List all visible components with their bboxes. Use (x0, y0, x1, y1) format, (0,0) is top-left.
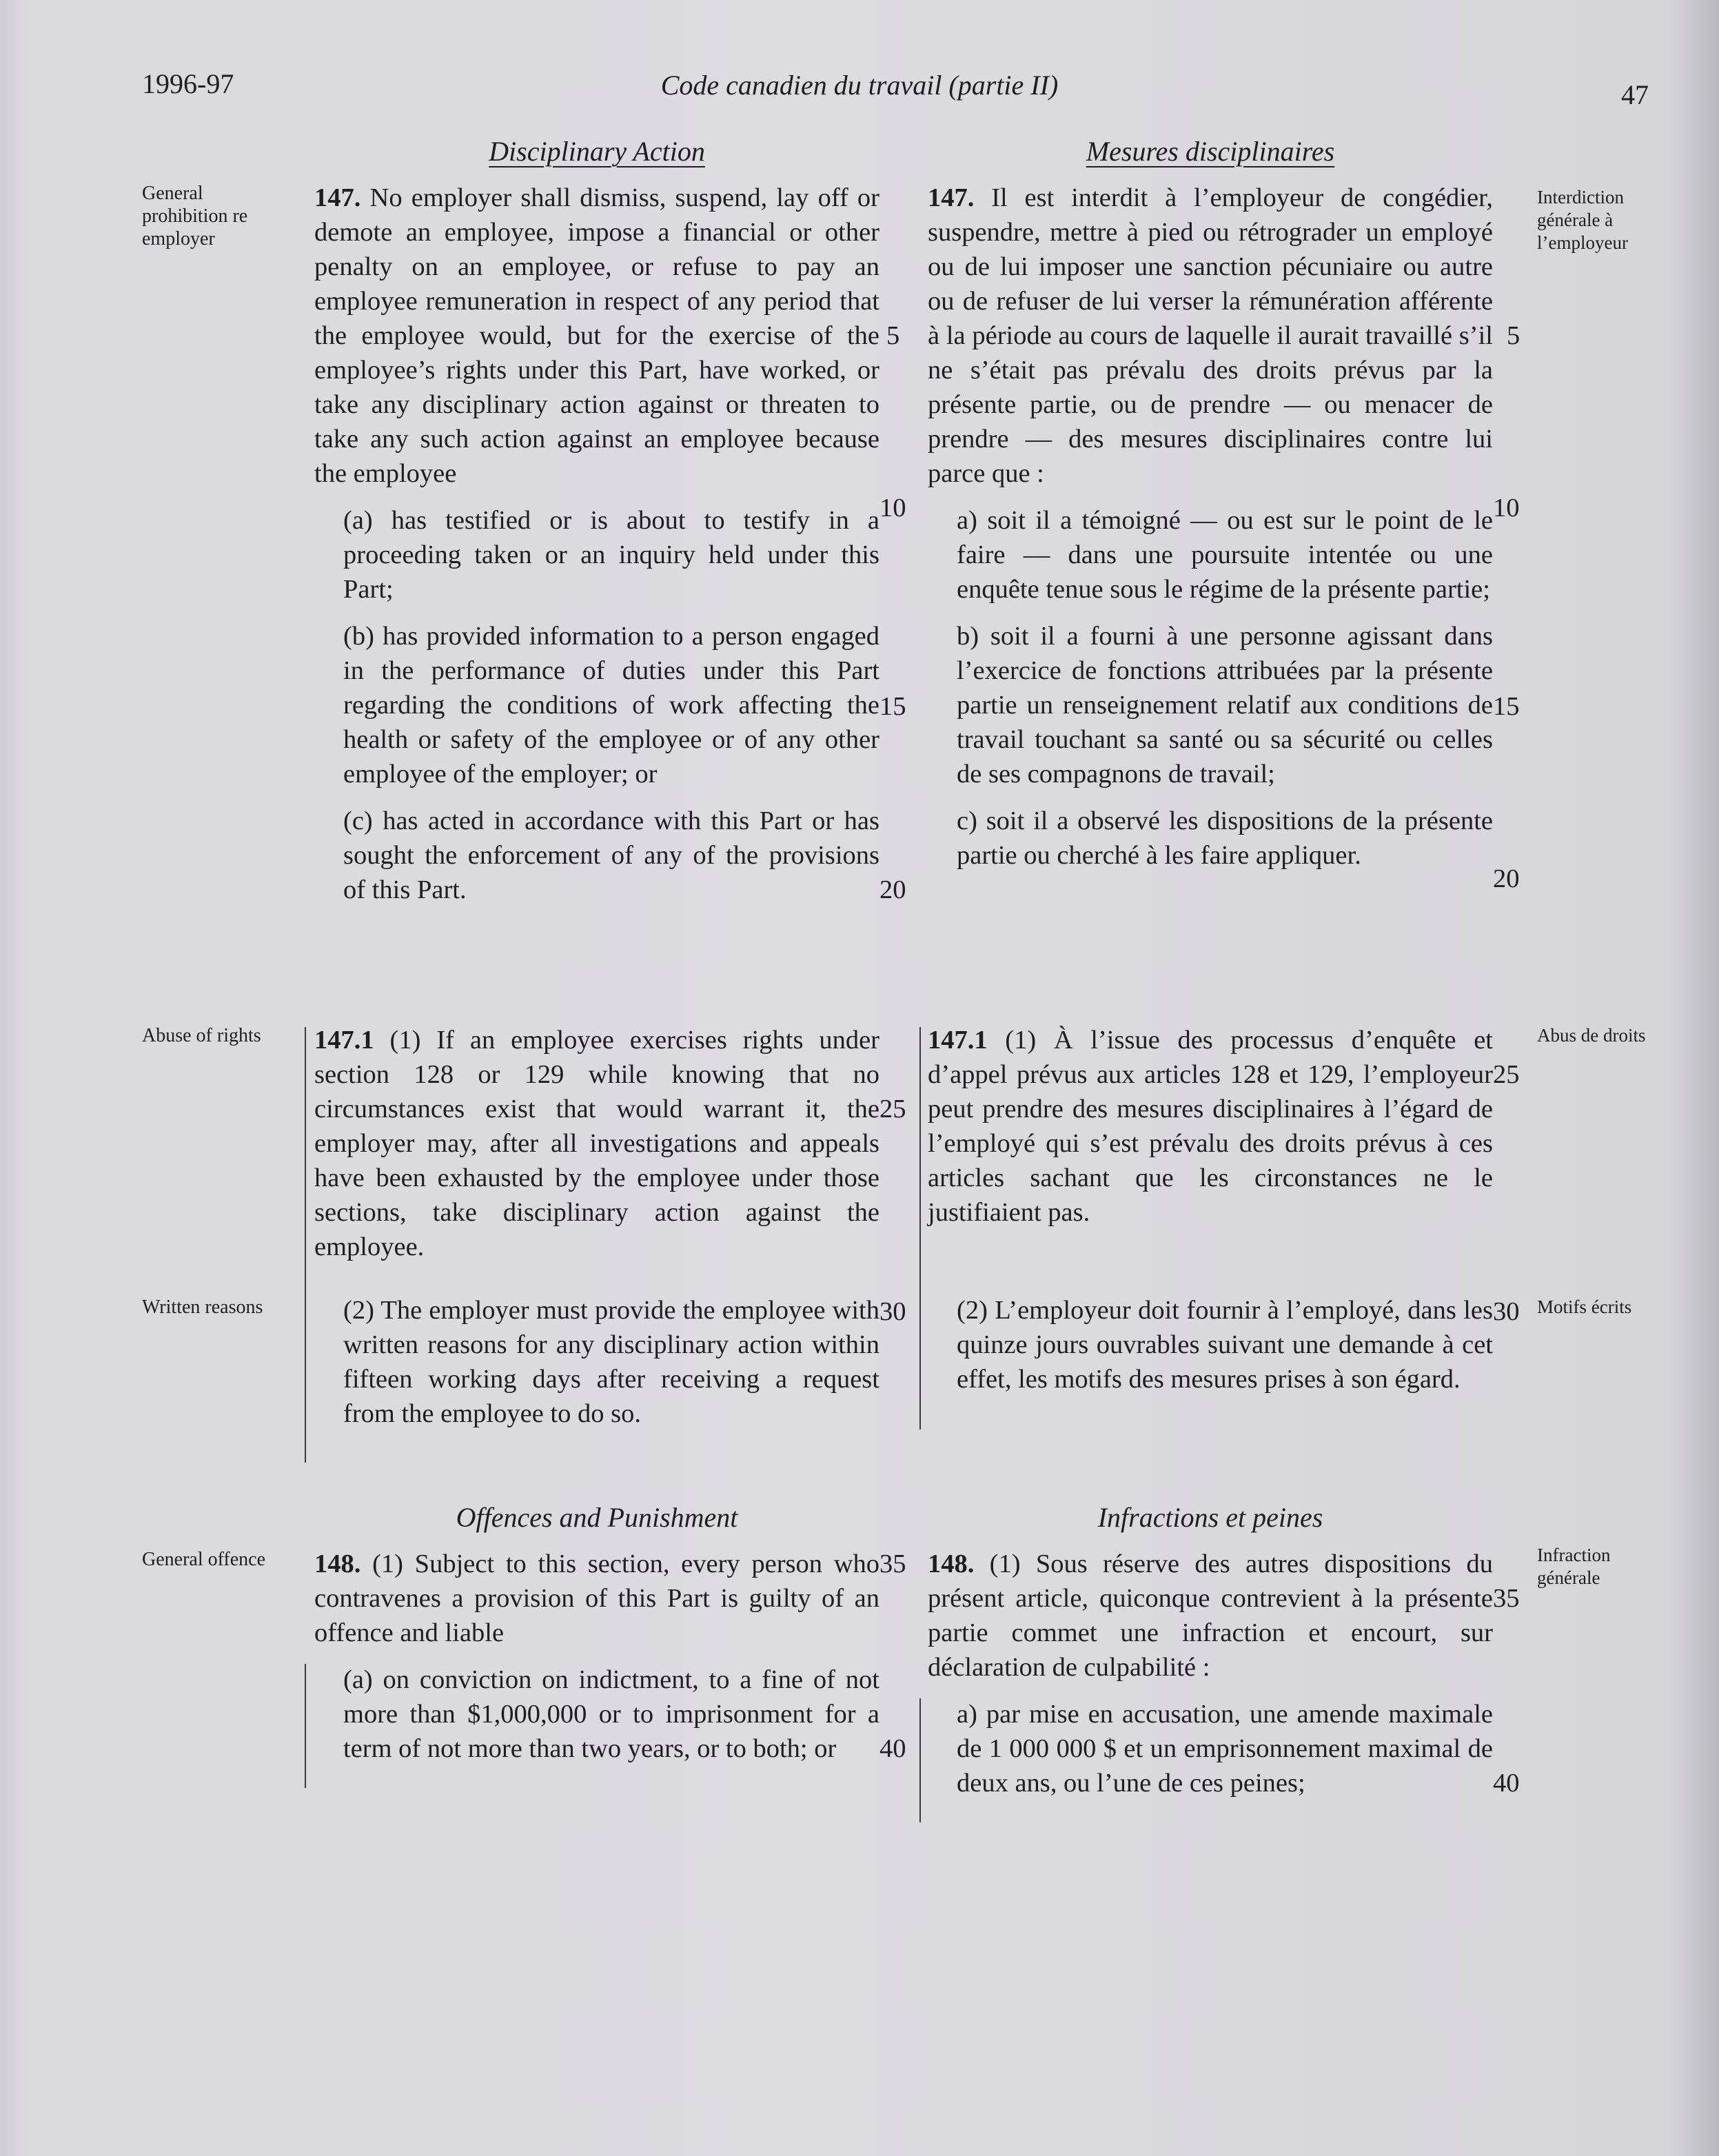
fr-147-c: c) soit il a observé les dispositions de la présente partie ou cherché à les faire appliquer. (957, 806, 1493, 870)
line-number: 15 (1493, 692, 1520, 721)
line-number: 25 (879, 1095, 906, 1123)
change-bar-en-147-1 (305, 1027, 306, 1463)
en-148-1: 148. (1) Subject to this section, every person who contravenes a provision of this Part is guilty of an offence and liable (314, 1549, 879, 1647)
fr-147-b: b) soit il a fourni à une personne agissant dans l’exercice de fonctions attribuées par la présente partie un renseignement relatif aux conditions de travail touchant sa santé ou sa sécurité ou celles de ses compagnons de travail; (957, 622, 1493, 789)
line-number: 5 (886, 321, 900, 350)
line-number: 35 (879, 1549, 906, 1578)
line-number: 10 (1493, 494, 1520, 522)
fr-147-a: a) soit il a témoigné — ou est sur le point de le faire — dans une poursuite intentée ou une enquête tenue sous le régime de la présente partie; (957, 506, 1493, 604)
margin-note-abus-de-droits: Abus de droits (1537, 1025, 1646, 1046)
line-number: 40 (1493, 1769, 1520, 1798)
margin-note-motifs-ecrits: Motifs écrits (1537, 1296, 1632, 1317)
margin-note-general-offence: General offence (142, 1549, 266, 1570)
margin-note-written-reasons: Written reasons (142, 1296, 263, 1318)
heading-infractions-et-peines: Infractions et peines (1097, 1502, 1323, 1533)
change-bar-fr-147-1 (919, 1027, 921, 1430)
line-number: 35 (1493, 1584, 1520, 1613)
fr-147-1-1: 147.1 (1) À l’issue des processus d’enquête et d’appel prévus aux articles 128 et 129, l’employeur peut prendre des mesures disciplinaires à l’égard de l’employé qui s’est prévalu des droits prévus à ces articles sachant que les circonstances ne le justifiaient pas. (928, 1026, 1494, 1227)
line-number: 25 (1493, 1060, 1520, 1089)
fr-147-1-2: (2) L’employeur doit fournir à l’employé, dans les quinze jours ouvrables suivant une demande à cet effet, les motifs des mesures prises à son égard. (957, 1296, 1493, 1394)
fr-section-147-1 (928, 1023, 1493, 1396)
en-148-a: (a) on conviction on indictment, to a fine of not more than $1,000,000 or to imprisonment for a term of not more than two years, or to both; or (343, 1665, 879, 1763)
en-147-1-2: (2) The employer must provide the employee with written reasons for any disciplinary action within fifteen working days after receiving a request from the employee to do so. (343, 1296, 879, 1428)
fr-148-a: a) par mise en accusation, une amende maximale de 1 000 000 $ et un emprisonnement maximal de deux ans, ou l’une de ces peines; (957, 1700, 1493, 1798)
line-number: 40 (879, 1734, 906, 1763)
page-number: 47 (1621, 79, 1649, 110)
line-number: 15 (879, 692, 906, 721)
line-number: 10 (879, 494, 906, 522)
heading-mesures-disciplinaires: Mesures disciplinaires (1086, 136, 1335, 167)
fr-section-147 (928, 181, 1493, 873)
change-bar-fr-148-a (919, 1698, 921, 1822)
heading-disciplinary-action: Disciplinary Action (489, 136, 705, 167)
en-147-1-1: 147.1 (1) If an employee exercises rights under section 128 or 129 while knowing that no circumstances exist that would warrant it, the employer may, after all investigations and appeals have been exhausted by the employee under those sections, take disciplinary action against the employee. (314, 1026, 879, 1261)
line-number: 5 (1507, 321, 1520, 350)
en-section-147 (314, 181, 879, 907)
line-number: 20 (879, 875, 906, 904)
en-section-147-1 (314, 1023, 879, 1431)
page-title: Code canadien du travail (partie II) (660, 70, 1059, 101)
margin-note-abuse-of-rights: Abuse of rights (142, 1025, 261, 1046)
fr-148-1: 148. (1) Sous réserve des autres dispositions du présent article, quiconque contrevient à la présente partie commet une infraction et encourt, sur déclaration de culpabilité : (928, 1549, 1493, 1682)
en-147-c: (c) has acted in accordance with this Part or has sought the enforcement of any of the provisions of this Part. (343, 806, 879, 904)
fr-section-148 (928, 1547, 1493, 1800)
en-section-148 (314, 1547, 879, 1766)
line-number: 20 (1493, 864, 1520, 893)
change-bar-en-148-a (305, 1664, 306, 1788)
line-number: 30 (1493, 1297, 1520, 1326)
margin-note-infraction-generale: Infraction générale (1537, 1545, 1611, 1588)
en-147-body: 147. No employer shall dismiss, suspend, lay off or demote an employee, impose a financial or other penalty on an employee, or refuse to pay an employee remuneration in respect of any period that the employee would, but for the exercise of the employee’s rights under this Part, have worked, or take any disciplinary action against or threaten to take any such action against an employee because the employee (314, 183, 879, 488)
fr-147-body: 147. Il est interdit à l’employeur de congédier, suspendre, mettre à pied ou rétrograder un employé ou de lui imposer une sanction pécuniaire ou autre ou de refuser de lui verser la rémunération afférente à la période au cours de laquelle il aurait travaillé s’il ne s’était pas prévalu des droits prévus par la présente partie, ou de prendre — ou menacer de prendre — des mesures disciplinaires contre lui parce que : (928, 183, 1493, 488)
margin-note-interdiction: Interdiction générale à l’employeur (1537, 187, 1628, 253)
page-year: 1996-97 (142, 68, 234, 99)
margin-note-general-prohibition: General prohibition re employer (142, 183, 248, 250)
en-147-a: (a) has testified or is about to testify in a proceeding taken or an inquiry held under this Part; (343, 506, 879, 604)
en-147-b: (b) has provided information to a person engaged in the performance of duties under this Part regarding the conditions of work affecting the health or safety of the employee or of any other employee of the employer; or (343, 622, 879, 789)
line-number: 30 (879, 1297, 906, 1326)
heading-offences-and-punishment: Offences and Punishment (456, 1502, 738, 1533)
